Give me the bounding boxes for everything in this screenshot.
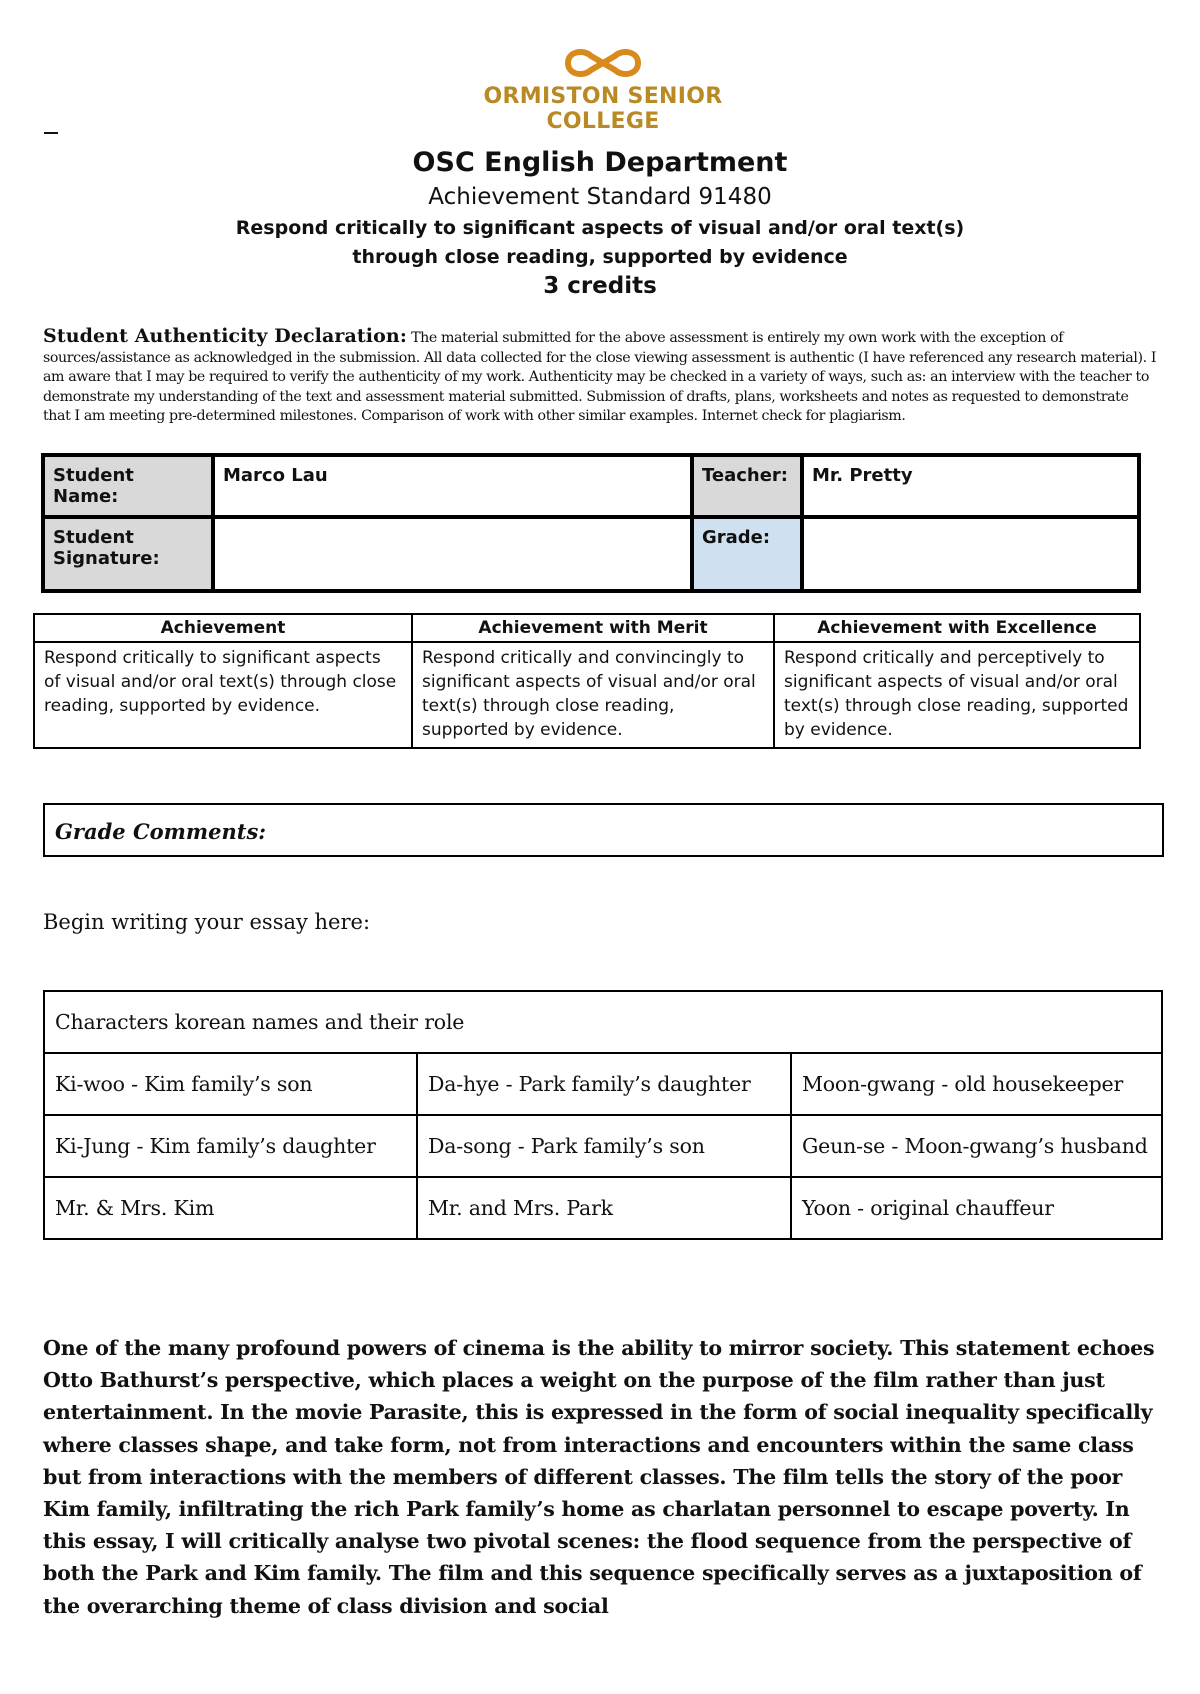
student-name-field[interactable]: Marco Lau xyxy=(213,455,692,517)
declaration-label: Student Authenticity Declaration: xyxy=(43,325,407,347)
criteria-text-achievement: Respond critically to significant aspects of visual and/or oral text(s) through close reading, supported by evidence. xyxy=(34,642,412,748)
teacher-field[interactable]: Mr. Pretty xyxy=(802,455,1139,517)
college-logo xyxy=(438,44,768,134)
declaration-text: The material submitted for the above assessment is entirely my own work with the exception of sources/assistance as acknowledged in the submission. All data collected for the close viewing assessment is authentic (I have referenced any research material). I am aware that I may be required to verify the authenticity of my work. Authenticity may be checked in a variety of ways, such as: an interview with the teacher to demonstrate my understanding of the text and assessment material submitted. Submission of drafts, plans, worksheets and notes as requested to demonstrate that I am meeting pre-determined milestones. Comparison of work with other similar examples. Internet check for plagiarism. xyxy=(43,330,1157,424)
criteria-text-merit: Respond critically and convincingly to significant aspects of visual and/or oral text(s) through close reading, supported by evidence. xyxy=(412,642,774,748)
character-cell: Yoon - original chauffeur xyxy=(791,1177,1162,1239)
teacher-label: Teacher: xyxy=(692,455,802,517)
criteria-heading-merit: Achievement with Merit xyxy=(412,614,774,642)
character-cell: Ki-woo - Kim family’s son xyxy=(44,1053,417,1115)
standard-description-2: through close reading, supported by evidence xyxy=(352,246,848,268)
character-cell: Moon-gwang - old housekeeper xyxy=(791,1053,1162,1115)
character-cell: Geun-se - Moon-gwang’s husband xyxy=(791,1115,1162,1177)
character-cell: Mr. & Mrs. Kim xyxy=(44,1177,417,1239)
student-info-table xyxy=(41,453,1141,593)
signature-label: Student Signature: xyxy=(43,517,213,591)
character-cell: Ki-Jung - Kim family’s daughter xyxy=(44,1115,417,1177)
characters-title: Characters korean names and their role xyxy=(44,991,1162,1053)
college-name: ORMISTON SENIOR COLLEGE xyxy=(483,84,723,134)
begin-prompt: Begin writing your essay here: xyxy=(43,910,371,934)
character-cell: Da-song - Park family’s son xyxy=(417,1115,791,1177)
grade-field[interactable] xyxy=(802,517,1139,591)
grade-label: Grade: xyxy=(692,517,802,591)
standard-description-1: Respond critically to significant aspects of visual and/or oral text(s) xyxy=(235,217,965,239)
character-cell: Da-hye - Park family’s daughter xyxy=(417,1053,791,1115)
characters-table xyxy=(43,990,1163,1240)
infinity-logo-icon xyxy=(518,44,688,82)
criteria-heading-excellence: Achievement with Excellence xyxy=(774,614,1140,642)
criteria-table xyxy=(33,613,1141,749)
standard-title: Achievement Standard 91480 xyxy=(428,184,772,210)
student-name-label: Student Name: xyxy=(43,455,213,517)
signature-field[interactable] xyxy=(213,517,692,591)
authenticity-declaration xyxy=(43,327,1159,427)
essay-paragraph[interactable]: One of the many profound powers of cinema is the ability to mirror society. This statement echoes Otto Bathurst’s perspective, which places a weight on the purpose of the film rather than just entertainment. In the movie Parasite, this is expressed in the form of social inequality specifically where classes shape, and take form, not from interactions and encounters within the same class but from interactions with the members of different classes. The film tells the story of the poor Kim family, infiltrating the rich Park family’s home as charlatan personnel to escape poverty. In this essay, I will critically analyse two pivotal scenes: the flood sequence from the perspective of both the Park and Kim family. The film and this sequence specifically serves as a juxtaposition of the overarching theme of class division and social xyxy=(43,1336,1155,1618)
criteria-heading-achievement: Achievement xyxy=(34,614,412,642)
credits: 3 credits xyxy=(543,273,657,299)
criteria-text-excellence: Respond critically and perceptively to significant aspects of visual and/or oral text(s) through close reading, supported by evidence. xyxy=(774,642,1140,748)
character-cell: Mr. and Mrs. Park xyxy=(417,1177,791,1239)
grade-comments-label: Grade Comments: xyxy=(55,819,267,844)
department-title: OSC English Department xyxy=(412,147,788,178)
grade-comments-box[interactable] xyxy=(43,803,1164,857)
dash-mark xyxy=(44,132,58,134)
